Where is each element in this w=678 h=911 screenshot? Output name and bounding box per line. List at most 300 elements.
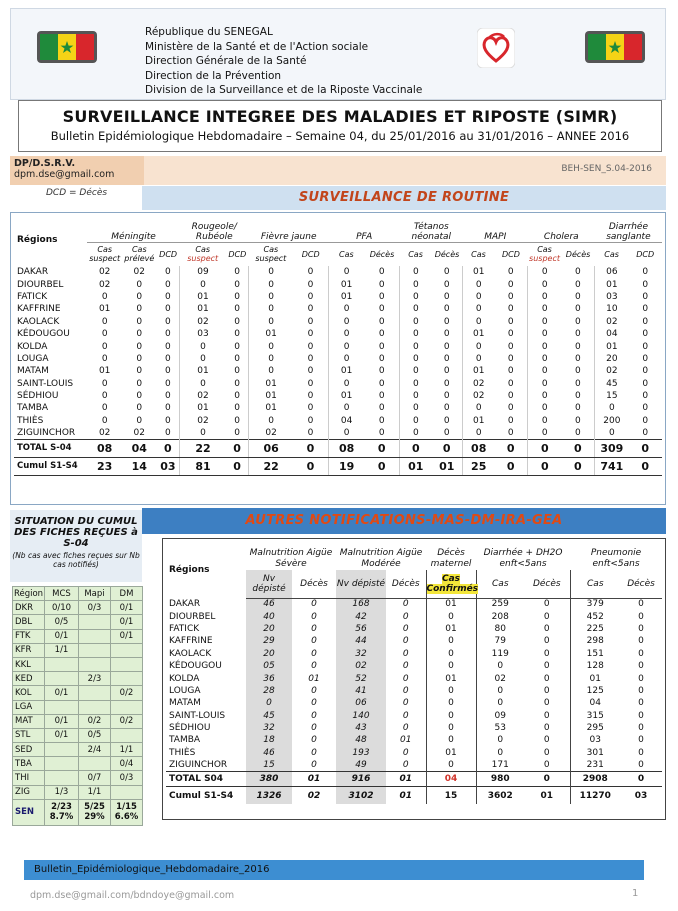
value-cell: 0 [402,611,409,622]
table-row [13,785,143,799]
cumul-row [14,457,662,475]
value-cell: 0 [638,735,644,746]
value-cell: 0 [234,378,240,389]
value-cell [45,799,79,825]
value-cell [79,700,111,714]
value-cell: 0 [507,267,514,278]
ministry-line: Ministère de la Santé et de l'Action sociale [145,40,369,53]
situation-title: SITUATION DU CUMUL DES FICHES REÇUES à S-04 [14,516,138,549]
value-cell: 0 [402,661,409,672]
region-cell: SED [13,743,45,757]
value-cell: 0 [136,366,143,377]
value-cell: 0 [528,457,562,475]
value-cell: 0 [157,439,180,457]
value-cell: 0 [507,415,514,426]
table-row [13,743,143,757]
value-cell: 0 [329,328,365,340]
value-cell: 01 [386,771,426,786]
value-cell: 0 [307,353,314,364]
value-cell: 0 [180,353,226,365]
value-cell: 01 [400,735,412,746]
value-cell: 295 [570,722,620,734]
value-cell: 0 [443,428,450,439]
disease-header: Tétanos néonatal [400,214,463,242]
value-cell: 01 [463,415,494,427]
value-cell: 0 [595,427,629,439]
value-cell: 0 [165,316,171,327]
value-cell [111,799,143,825]
value-cell: 02 [180,316,226,328]
region-cell: KED [13,672,45,686]
value-cell: 0 [249,278,293,290]
value-cell: 0 [528,378,562,390]
value-cell: 0 [426,759,476,771]
value-cell: 0/1 [111,601,143,615]
table-row [14,402,662,414]
value-cell: 04 [426,771,476,786]
value-cell: 0 [620,771,662,786]
value-cell: 01 [180,303,226,315]
value-cell: 0 [507,403,514,414]
value-cell: 0/5 [45,615,79,629]
percent: 29% [84,812,105,823]
value-cell: 0 [528,303,562,315]
region-cell: THI [13,771,45,785]
value-cell: 01 [329,365,365,377]
total-row [166,771,662,786]
subheader: Décès [620,570,662,598]
subheader: DCD [159,249,178,259]
value-cell: 0 [443,304,450,315]
value-cell: 01 [524,786,570,804]
value-cell: 1/1 [111,743,143,757]
subheader: Cas [408,249,423,259]
value-cell: 0 [507,329,514,340]
value-cell: 06 [249,439,293,457]
value-cell: 0 [574,391,581,402]
value-cell: 0 [574,378,581,389]
value-cell: 0 [463,340,494,352]
value-cell [79,686,111,700]
region-cell: TOTAL S04 [166,771,246,786]
value-cell: 19 [329,457,365,475]
value-cell: 0 [378,304,385,315]
value-cell: 0 [463,402,494,414]
value-cell: 0 [528,365,562,377]
value-cell: 0 [378,415,385,426]
value-cell [79,757,111,771]
subheader [426,570,479,598]
bulletin-title: SURVEILLANCE INTEGREE DES MALADIES ET RIPOSTE (SIMR) [62,107,618,126]
value-cell: 0 [136,353,143,364]
table-row [166,672,662,684]
value-cell: 0 [507,316,514,327]
value-cell: 0 [329,402,365,414]
value-cell [79,799,111,825]
value-cell: 02 [476,672,524,684]
sen-total-row [13,799,143,825]
value-cell: 0 [638,636,644,647]
value-cell: 02 [249,427,293,439]
value-cell: 0 [574,415,581,426]
value-cell: 0 [507,341,514,352]
value-cell: 0 [642,428,649,439]
value-cell: 0 [642,415,649,426]
value-cell: 09 [180,266,226,278]
regions-header: Régions [17,235,58,245]
value-cell: 48 [336,734,386,746]
value-cell: 0 [463,291,494,303]
value-cell: 0 [378,329,385,340]
value-cell: 0 [402,698,409,709]
table-row [166,648,662,660]
value-cell: 02 [180,390,226,402]
situation-subtitle: (Nb cas avec fiches reçues sur Nb cas notifiés) [12,551,140,569]
value-cell: 0 [180,378,226,390]
value-cell: 01 [426,598,476,610]
value-cell: 46 [246,747,292,759]
region-cell: DKR [13,601,45,615]
value-cell: 0 [378,403,385,414]
value-cell [111,643,143,657]
footer-emails[interactable]: dpm.dse@gmail.com/bdndoye@gmail.com [30,890,235,901]
value-cell: 0 [329,378,365,390]
value-cell: 01 [431,457,462,475]
value-cell: 0 [507,366,514,377]
ministry-block [145,25,422,98]
table-row [166,635,662,647]
value-cell: 0 [378,366,385,377]
value-cell: 0 [638,661,644,672]
routine-surveillance-table [14,214,662,476]
value-cell: 0 [101,341,108,352]
value-cell: 0 [101,378,108,389]
value-cell: 0 [311,599,317,610]
ratio: 5/25 [84,802,105,813]
value-cell: 0 [642,304,649,315]
subheader: Nv dépisté [246,570,292,598]
value-cell: 0 [307,378,314,389]
value-cell: 0 [528,415,562,427]
routine-section-bar [142,186,666,210]
value-cell: 0 [234,415,240,426]
value-cell: 29 [246,635,292,647]
ratio: 1/15 [116,802,137,813]
dp-bar [144,156,666,185]
autres-section-bar [142,508,666,534]
value-cell [79,615,111,629]
region-cell: FATICK [169,623,200,634]
value-cell: 0 [165,304,171,315]
autres-section-title: AUTRES NOTIFICATIONS-MAS-DM-IRA-GEA [245,513,563,528]
group-header: Décès maternel [430,548,472,569]
value-cell: 0/1 [45,629,79,643]
region-cell: SÉDHIOU [169,723,211,734]
value-cell: 0 [311,735,317,746]
value-cell: 0 [443,391,450,402]
ministry-line: République du SENEGAL [145,26,273,38]
value-cell: 0 [528,328,562,340]
value-cell: 0 [234,291,240,302]
table-row [14,278,662,290]
subheader: Décès [565,249,591,259]
dp-label: DP/D.S.R.V. [14,158,76,169]
value-cell [111,700,143,714]
value-cell: 301 [570,747,620,759]
ministry-line: Division de la Surveillance et de la Riposte Vaccinale [145,84,423,96]
value-cell: 1/3 [45,785,79,799]
value-cell: 0 [101,403,108,414]
subheader: Cas suspect [255,245,287,264]
value-cell: 0 [642,329,649,340]
value-cell: 0 [378,428,385,439]
value-cell: 0 [400,439,431,457]
table-row [14,328,662,340]
value-cell: 0 [476,747,524,759]
value-cell: 20 [246,623,292,635]
region-cell: Cumul S1-S4 [166,786,246,804]
region-cell: SEN [13,799,45,825]
subheader: Cas [537,245,552,255]
value-cell: 0 [307,316,314,327]
value-cell: 03 [157,457,180,475]
table-row [14,353,662,365]
value-cell: 0 [638,685,644,696]
routine-subheader-row [14,242,662,266]
value-cell: 0/1 [45,686,79,700]
value-cell: 0 [476,734,524,746]
table-row [13,657,143,671]
region-cell: TBA [13,757,45,771]
value-cell: 225 [570,623,620,635]
value-cell: 04 [122,439,157,457]
subheader: Décès [434,249,460,259]
subheader-confirmes: Cas Confirmés [426,573,479,594]
subheader: DCD [636,249,655,259]
value-cell: 0 [400,390,431,402]
value-cell: 298 [570,635,620,647]
value-cell: 0 [136,316,143,327]
region-cell: LOUGA [17,353,49,364]
footer-text: Bulletin_Epidémiologique_Hebdomadaire_2016 [34,864,270,875]
value-cell: 18 [246,734,292,746]
value-cell: 0 [378,353,385,364]
value-cell: 09 [476,710,524,722]
value-cell: 0 [574,353,581,364]
value-cell: 0 [311,685,317,696]
region-cell: KAOLACK [169,648,212,659]
value-cell: 04 [595,328,629,340]
value-cell: 0 [136,341,143,352]
value-cell: 01 [329,278,365,290]
region-cell: DIOURBEL [17,279,64,290]
table-row [13,686,143,700]
value-cell: 0 [543,623,550,634]
header [10,8,666,100]
value-cell: 0 [234,279,240,290]
value-cell: 0 [402,648,409,659]
value-cell: 01 [249,390,293,402]
dp-row [10,156,666,186]
value-cell: 0 [234,428,240,439]
value-cell: 3602 [476,786,524,804]
region-cell: KOLDA [17,341,48,352]
value-cell: 0 [528,340,562,352]
value-cell: 81 [180,457,226,475]
region-cell: LOUGA [169,685,201,696]
value-cell: 0 [400,353,431,365]
value-cell: 0 [642,403,649,414]
value-cell: 01 [180,402,226,414]
value-cell: 0 [234,403,240,414]
value-cell: 916 [336,771,386,786]
table-row [13,714,143,728]
value-cell: 0 [378,291,385,302]
value-cell: 0 [463,278,494,290]
table-row [14,378,662,390]
region-cell: DBL [13,615,45,629]
value-cell: 0 [507,291,514,302]
value-cell: 02 [133,428,145,439]
value-cell: 0 [400,266,431,278]
value-cell: 0 [165,366,171,377]
subheader: Cas [195,245,211,255]
value-cell: 28 [246,685,292,697]
value-cell: 0 [234,267,240,278]
value-cell [45,672,79,686]
value-cell: 0/3 [111,771,143,785]
value-cell: 40 [246,610,292,622]
value-cell: 0 [378,267,385,278]
value-cell: 08 [329,439,365,457]
value-cell: 01 [595,340,629,352]
value-cell: 0 [293,439,329,457]
autres-table-body [166,598,662,804]
value-cell: 0 [249,340,293,352]
value-cell: 0 [226,439,249,457]
value-cell: 0 [101,391,108,402]
region-cell: KÉDOUGOU [169,661,222,672]
disease-header: Rougeole/ Rubéole [180,214,249,242]
value-cell: 01 [98,304,111,315]
value-cell: 0 [402,710,409,721]
value-cell: 0 [443,378,450,389]
value-cell: 0 [165,378,171,389]
percent: 8.7% [49,812,74,823]
value-cell: 01 [180,365,226,377]
table-row [166,710,662,722]
value-cell: 0 [307,391,314,402]
value-cell: 0 [307,304,314,315]
disease-header: Méningite [87,214,179,242]
value-cell: 0 [443,353,450,364]
value-cell: 0 [528,353,562,365]
table-row [166,722,662,734]
value-cell: 08 [87,439,122,457]
value-cell: 0 [400,365,431,377]
subheader: Cas [570,570,620,598]
value-cell: 01 [426,672,476,684]
value-cell: 0 [638,698,644,709]
value-cell: 0 [628,457,662,475]
value-cell: 02 [98,428,111,439]
region-cell: KKL [13,657,45,671]
value-cell: 0 [165,391,171,402]
table-row [166,685,662,697]
value-cell: 06 [336,697,386,709]
value-cell: 0 [574,304,581,315]
value-cell: 0 [249,353,293,365]
value-cell: 0 [642,279,649,290]
value-cell: 41 [336,685,386,697]
value-cell: 0 [311,710,317,721]
value-cell: 231 [570,759,620,771]
value-cell: 208 [476,610,524,622]
value-cell: 0 [402,673,409,684]
value-cell: 0 [307,267,314,278]
value-cell: 0 [561,439,595,457]
value-cell: 15 [426,786,476,804]
value-cell: 0 [463,303,494,315]
value-cell: 171 [476,759,524,771]
value-cell: 15 [246,759,292,771]
value-cell: 0 [528,427,562,439]
value-cell: 0 [494,457,528,475]
value-cell: 0 [311,723,317,734]
value-cell: 01 [463,328,494,340]
value-cell: 0 [642,378,649,389]
value-cell: 0 [543,673,550,684]
value-cell: 02 [98,267,111,278]
value-cell: 01 [463,365,494,377]
value-cell: 0 [402,599,409,610]
value-cell: 0 [638,611,644,622]
value-cell: 0 [494,439,528,457]
value-cell: 1/1 [79,785,111,799]
dp-email[interactable]: dpm.dse@gmail.com [14,169,115,180]
value-cell: 0 [234,304,240,315]
value-cell: 0/2 [79,714,111,728]
value-cell: 0 [234,391,240,402]
value-cell: 0 [234,316,240,327]
value-cell: 45 [595,378,629,390]
value-cell: 0 [638,710,644,721]
value-cell: 140 [336,710,386,722]
value-cell [45,657,79,671]
title-box [18,100,662,152]
value-cell: 0 [528,266,562,278]
value-cell: 01 [329,390,365,402]
value-cell: 0 [101,353,108,364]
value-cell: 20 [595,353,629,365]
value-cell: 0 [443,366,450,377]
table-row [166,610,662,622]
value-cell: 02 [595,316,629,328]
value-cell [45,700,79,714]
group-header: Pneumonie enft<5ans [590,548,642,569]
value-cell: 0 [443,403,450,414]
value-cell: 0 [249,303,293,315]
value-cell: 0 [400,291,431,303]
value-cell: 0 [329,427,365,439]
value-cell: 05 [246,660,292,672]
value-cell: 315 [570,710,620,722]
region-cell: ZIG [13,785,45,799]
situation-box [10,510,142,582]
value-cell: 0 [378,341,385,352]
value-cell: 0 [528,402,562,414]
value-cell: 0 [543,710,550,721]
